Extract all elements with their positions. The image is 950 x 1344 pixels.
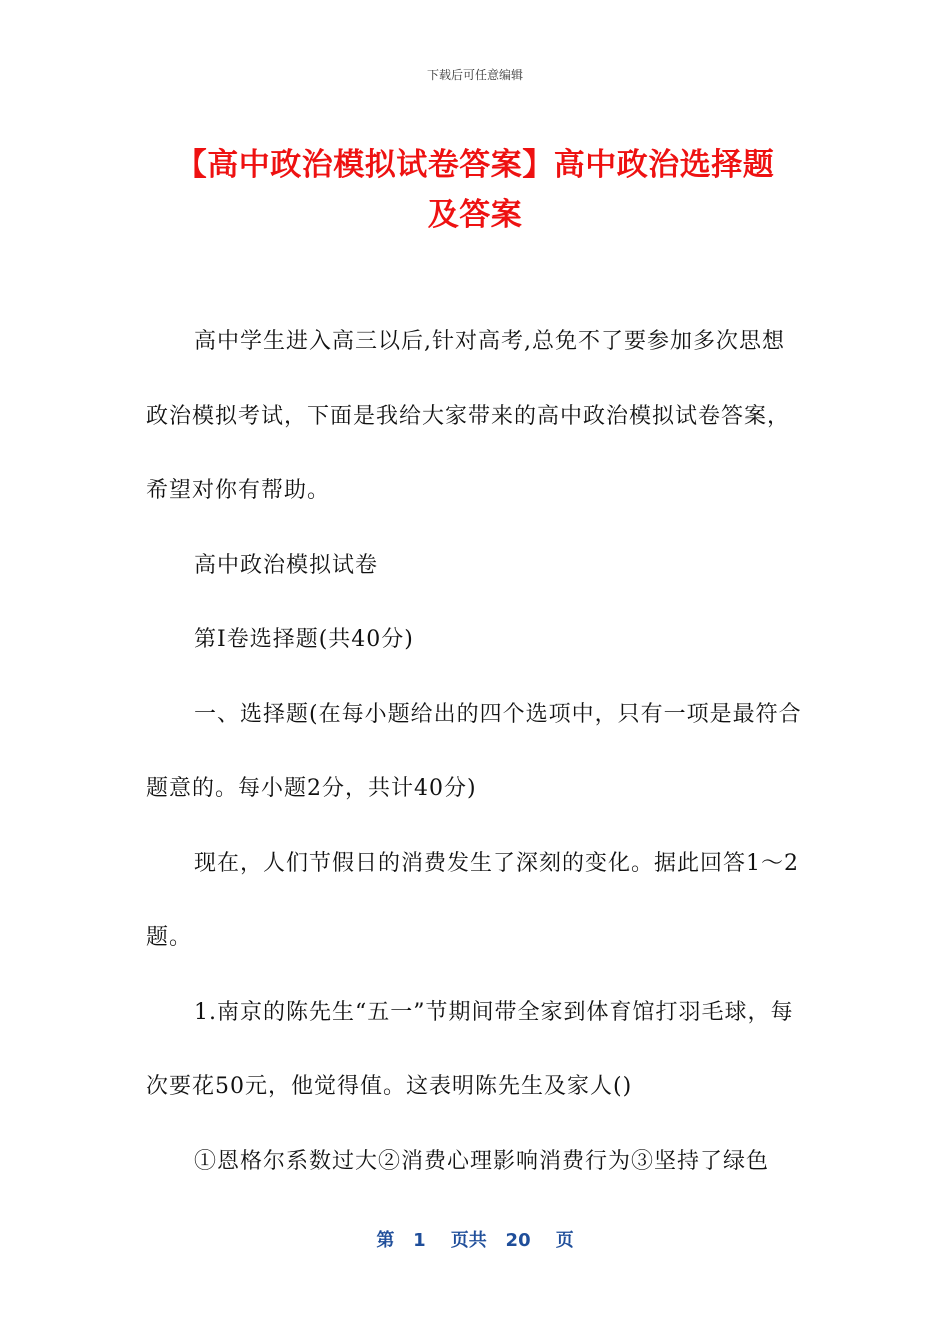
document-body: [146, 305, 806, 1199]
title-line-1: 【高中政治模拟试卷答案】高中政治选择题: [175, 147, 775, 183]
footer-total-pages: 20: [505, 1230, 531, 1251]
document-title: [120, 140, 830, 240]
paragraph-intro: 高中学生进入高三以后,针对高考,总免不了要参加多次思想政治模拟考试，下面是我给大家带来的高中政治模拟试卷答案，希望对你有帮助。: [146, 329, 791, 503]
paragraph-section-heading: 高中政治模拟试卷: [194, 552, 379, 578]
paragraph-question-1: 1.南京的陈先生“五一”节期间带全家到体育馆打羽毛球，每次要花50元，他觉得值。这表明陈先生及家人(): [146, 999, 794, 1099]
paragraph-instructions: 一、选择题(在每小题给出的四个选项中，只有一项是最符合题意的。每小题2分，共计40分): [146, 701, 802, 801]
page-footer: [0, 1226, 950, 1252]
paragraph-part-heading: 第Ⅰ卷选择题(共40分): [194, 627, 414, 652]
header-note: 下载后可任意编辑: [426, 68, 523, 82]
footer-middle: 页共: [450, 1230, 487, 1251]
footer-page-number: 1: [413, 1230, 426, 1251]
footer-suffix: 页: [555, 1230, 574, 1251]
footer-prefix: 第: [376, 1230, 395, 1251]
title-line-2: 及答案: [427, 197, 523, 233]
paragraph-options: ①恩格尔系数过大②消费心理影响消费行为③坚持了绿色: [194, 1148, 770, 1174]
paragraph-context: 现在，人们节假日的消费发生了深刻的变化。据此回答1～2题。: [146, 850, 799, 950]
